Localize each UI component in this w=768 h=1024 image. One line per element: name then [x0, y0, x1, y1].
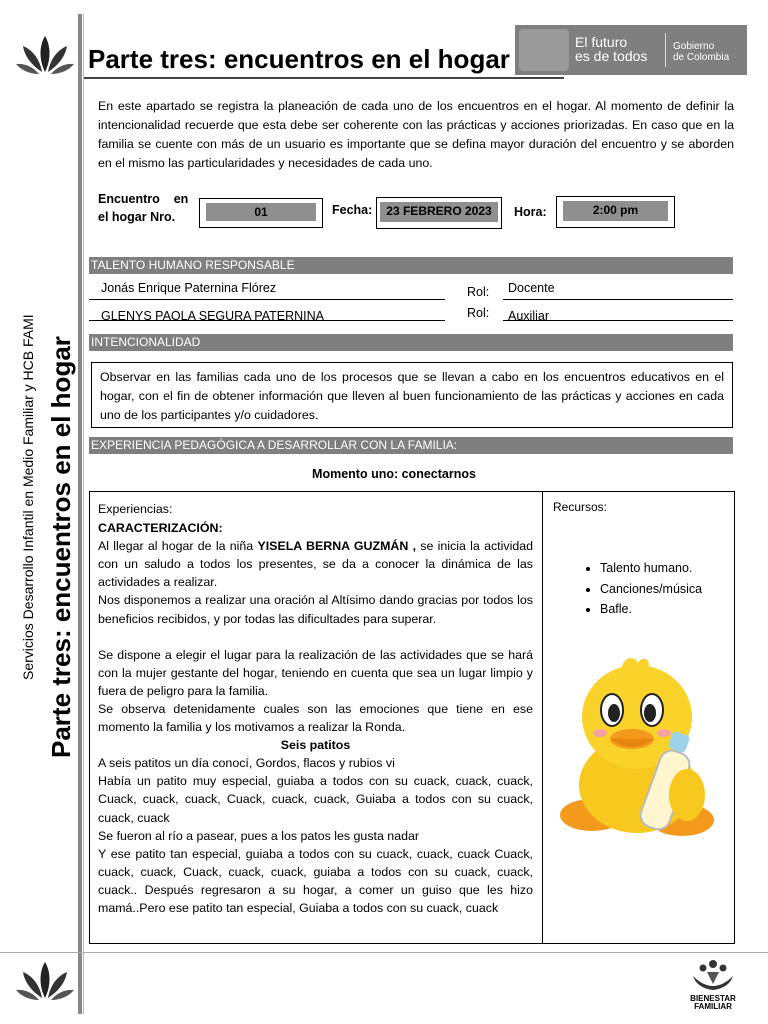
person-1-rol-label: Rol:: [467, 285, 490, 299]
hora-field[interactable]: [556, 196, 675, 228]
recurso-item: • Canciones/música: [600, 579, 702, 600]
bienestar-line1: BIENESTAR: [690, 994, 736, 1003]
person-1-rol-line: [503, 299, 733, 300]
talento-header: TALENTO HUMANO RESPONSABLE: [89, 257, 733, 274]
person-2-rol-line: [503, 320, 733, 321]
song-line-3: Se fueron al río a pasear, pues a los patos les gusta nadar: [98, 828, 419, 843]
gov-line2: es de todos: [575, 48, 648, 64]
recurso-item: • Bafle.: [600, 599, 702, 620]
hora-value: 2:00 pm: [563, 201, 668, 221]
side-program-text: Servicios Desarrollo Infantil en Medio Familiar y HCB FAMI: [20, 314, 36, 680]
paragraph-4: Se observa detenidamente cuales son las emociones que tiene en ese momento la familia y los motivamos a realizar la Ronda.: [98, 701, 533, 735]
paragraph-1-a: Al llegar al hogar de la niña: [98, 539, 258, 554]
experiencia-header: EXPERIENCIA PEDAGÓGICA A DESARROLLAR CON LA FAMILIA:: [89, 437, 733, 454]
intro-paragraph: En este apartado se registra la planeación de cada uno de los encuentros en el hogar. Al momento de definir la intencionalidad recuerde que esta debe ser coherente con las prácticas y acciones priorizadas. En caso que en la familia se cuente con más de un usuario es importante que se defina mayor duración del encuentro y se aborden en el mismo las particularidades y necesidades de cada uno.: [98, 99, 734, 170]
person-2-rol-clip: [503, 303, 733, 320]
gov-line3: Gobierno: [673, 41, 715, 52]
song-line-1: A seis patitos un día conocí, Gordos, flacos y rubios vi: [98, 756, 395, 771]
encuentro-number-value: 01: [206, 203, 316, 221]
encuentro-label: [98, 190, 188, 226]
person-2-line: [89, 320, 445, 321]
page-title: Parte tres: encuentros en el hogar: [88, 44, 510, 74]
experiencias-label: Experiencias:: [98, 502, 173, 516]
person-2-clip: [89, 303, 445, 320]
margin-rule-inner: [83, 14, 84, 1014]
paragraph-2: Nos disponemos a realizar una oración al Altísimo dando gracias por todos los beneficios recibidos, y por todas las dificultades para superar.: [98, 593, 533, 626]
song-line-2: Había un patito muy especial, guiaba a todos con su cuack, cuack, cuack, Cuack, cuack, cuack, Cuack, cuack, cuack, Guiaba a todos con su cuack, cuack, cuack: [98, 774, 533, 825]
intencionalidad-text: Observar en las familias cada uno de los procesos que se llevan a cabo en los encuentros educativos en el hogar, con el fin de obtener información que lleven al buen funcionamiento de las prácticas y acciones en cada uno de los participantes y/o cuidadores.: [91, 362, 733, 428]
duck-illustration-icon: [552, 655, 722, 845]
encuentro-label-line1: Encuentro en: [98, 192, 189, 206]
recurso-item: • Talento humano.: [600, 558, 702, 579]
gov-line4: de Colombia: [673, 52, 730, 63]
leaf-logo-bottom-icon: [15, 958, 75, 1002]
side-title-text: Parte tres: encuentros en el hogar: [46, 336, 76, 758]
paragraph-1-b: se inicia la actividad con un saludo a todos los presentes, se da a conocer la dinámica de las actividades a realizar.: [98, 539, 533, 590]
title-underline: [84, 77, 564, 79]
encuentro-label-line2: el hogar Nro.: [98, 210, 176, 224]
paragraph-1: [98, 537, 533, 591]
song-line-4: Y ese patito tan especial, guiaba a todos con su cuack, cuack, cuack Cuack, cuack, cuack, Cuack, cuack, cuack, guiaba a todos con su cuack, cuack, cuack.. Después regresaron a su hogar, a comer un guiso que les hizo mamá..Pero ese patito tan especial, Guiaba a todos con su cuack, cuack: [98, 846, 533, 915]
person-2-rol: Auxiliar: [508, 309, 549, 320]
experiencias-cell: [98, 500, 533, 942]
fecha-value: 23 FEBRERO 2023: [380, 202, 498, 222]
bienestar-line2: FAMILIAR: [694, 1002, 732, 1011]
momento-title: Momento uno: conectarnos: [312, 467, 476, 481]
caracterizacion-heading: CARACTERIZACIÓN:: [98, 521, 223, 536]
person-2-name: GLENYS PAOLA SEGURA PATERNINA: [101, 309, 324, 320]
table-column-divider: [542, 491, 543, 944]
footer-rule: [0, 952, 768, 953]
person-1-name: Jonás Enrique Paternina Flórez: [101, 281, 277, 295]
person-2-rol-label: Rol:: [467, 306, 490, 320]
bienestar-familiar-text: [684, 995, 742, 1011]
margin-rule: [78, 14, 82, 1014]
recursos-label: Recursos:: [553, 500, 608, 514]
intencionalidad-header: INTENCIONALIDAD: [89, 334, 733, 351]
government-logo: [515, 25, 747, 75]
person-1-line: [89, 299, 445, 300]
leaf-logo-icon: [15, 32, 75, 76]
hora-label: Hora:: [514, 205, 547, 219]
recursos-list: [580, 558, 702, 620]
gov-line1: El futuro: [575, 34, 628, 50]
song-title: Seis patitos: [280, 738, 351, 753]
fecha-field[interactable]: [376, 197, 502, 229]
paragraph-3: Se dispone a elegir el lugar para la realización de las actividades que se hará con la mujer gestante del hogar, teniendo en cuenta que sea un lugar limpio y fuera de peligro para la familia.: [98, 647, 533, 698]
fecha-label: Fecha:: [332, 203, 373, 217]
coat-of-arms-icon: [519, 29, 569, 71]
gov-separator: [665, 33, 666, 67]
child-name: YISELA BERNA GUZMÁN ,: [257, 539, 417, 554]
person-1-rol: Docente: [508, 281, 555, 295]
bienestar-familiar-logo-icon: [689, 958, 737, 994]
encuentro-number-field[interactable]: [199, 198, 323, 228]
